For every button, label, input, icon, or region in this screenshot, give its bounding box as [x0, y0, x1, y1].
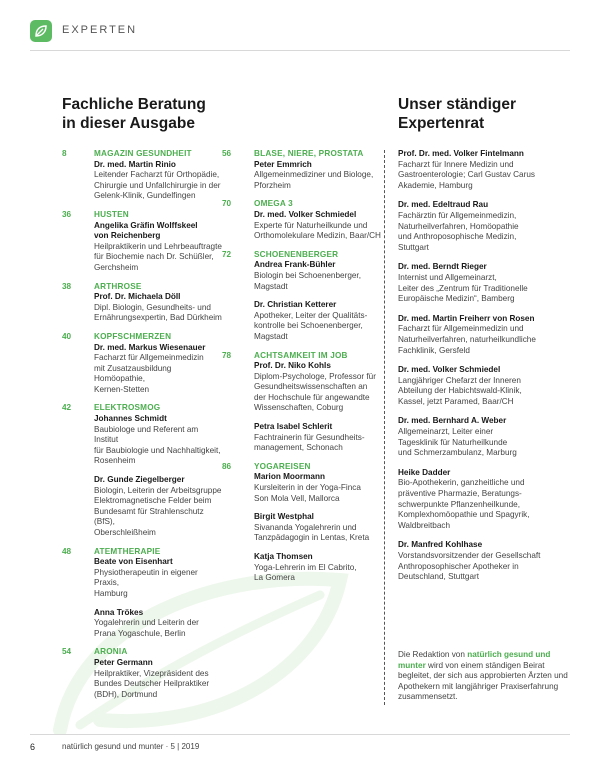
- contributor-name: Dr. med. Volker Schmiedel: [254, 209, 357, 219]
- contributor-description: Ernährungsexpertin, Bad Dürkheim: [94, 313, 222, 323]
- article-page-number: 42: [62, 403, 72, 413]
- article-topic: ARONIA: [94, 647, 128, 657]
- contributor-description: Elektromagnetische Felder beim: [94, 496, 212, 506]
- article-contributor: [222, 422, 382, 454]
- left-heading: Fachliche Beratung in dieser Ausgabe: [62, 96, 206, 132]
- contributor-description: (BDH), Dortmund: [94, 689, 158, 699]
- article-page-number: 70: [222, 199, 232, 209]
- expert-entry: [398, 200, 583, 253]
- article-page-number: 8: [62, 149, 67, 158]
- contributor-description: Dipl. Biologin, Gesundheits- und: [94, 302, 211, 312]
- footer-publication: natürlich gesund und munter · 5 | 2019: [62, 742, 200, 751]
- expert-entry: [398, 540, 583, 582]
- article-entry: [222, 149, 382, 191]
- contributor-name: Andrea Frank-Bühler: [254, 260, 336, 270]
- contributor-name: Dr. Christian Ketterer: [254, 300, 337, 310]
- contributor-name: Johannes Schmidt: [94, 414, 167, 424]
- contributor-description: management, Schonach: [254, 443, 343, 453]
- expert-name: Dr. med. Berndt Rieger: [398, 262, 487, 272]
- contributor-description: für Biochemie nach Dr. Schüßler,: [94, 252, 214, 262]
- article-topic: ACHTSAMKEIT IM JOB: [254, 350, 348, 360]
- article-topic: SCHOENENBERGER: [254, 249, 339, 259]
- article-topic: ELEKTROSMOG: [94, 403, 161, 413]
- article-page-number: 54: [62, 647, 72, 657]
- contributor-description: Physiotherapeutin in eigener Praxis,: [94, 567, 198, 588]
- contributor-name: Angelika Gräfin Wolffskeel: [94, 220, 198, 230]
- expert-description: Kassel, jetzt Paramed, Baar/CH: [398, 396, 514, 406]
- article-entry: [62, 210, 222, 274]
- contributor-name: Prof. Dr. Niko Kohls: [254, 361, 331, 371]
- expert-entry: [398, 314, 583, 356]
- article-entry: [222, 462, 382, 504]
- contributor-description: La Gomera: [254, 573, 295, 583]
- expert-description: Akademie, Hamburg: [398, 180, 473, 190]
- expert-description: schwerpunkte Pflanzenheilkunde,: [398, 499, 520, 509]
- article-page-number: 40: [62, 331, 72, 341]
- article-entry: [62, 547, 222, 600]
- articles-column-2: [222, 149, 382, 592]
- article-page-number: 38: [62, 281, 72, 291]
- expert-description: Abteilung der Habichtswald-Klinik,: [398, 386, 522, 396]
- contributor-description: Gelenk-Klinik, Gundelfingen: [94, 191, 196, 201]
- column-divider: [384, 150, 385, 705]
- article-entry: [62, 403, 222, 467]
- contributor-description: Sivananda Yogalehrerin und: [254, 522, 357, 532]
- article-page-number: 72: [222, 249, 232, 259]
- expert-name: Dr. med. Bernhard A. Weber: [398, 416, 507, 426]
- expert-name: Prof. Dr. med. Volker Fintelmann: [398, 149, 524, 158]
- expert-description: Tagesklinik für Naturheilkunde: [398, 437, 508, 447]
- expert-name: Dr. med. Volker Schmiedel: [398, 365, 501, 375]
- contributor-description: Yogalehrerin und Leiterin der: [94, 618, 199, 628]
- bottom-divider: [30, 734, 570, 735]
- contributor-description: Gesundheitswissenschaften an: [254, 382, 368, 392]
- contributor-description: Magstadt: [254, 281, 288, 291]
- article-contributor: [62, 608, 222, 640]
- contributor-name: Dr. Gunde Ziegelberger: [94, 475, 185, 485]
- expert-description: Facharzt für Innere Medizin und: [398, 159, 514, 169]
- article-topic: HUSTEN: [94, 209, 129, 219]
- contributor-description: der Hochschule für angewandte: [254, 392, 370, 402]
- contributor-description: Prana Yogaschule, Berlin: [94, 628, 186, 638]
- leaf-icon: [30, 20, 52, 42]
- article-page-number: 56: [222, 149, 232, 158]
- expert-entry: [398, 365, 583, 407]
- contributor-description: Heilpraktiker, Vizepräsident des: [94, 668, 209, 678]
- expert-description: Deutschland, Stuttgart: [398, 572, 480, 582]
- contributor-description: Kernen-Stetten: [94, 384, 150, 394]
- contributor-description: Apotheker, Leiter der Qualitäts-: [254, 310, 368, 320]
- article-page-number: 36: [62, 209, 72, 219]
- expert-name: Dr. Manfred Kohlhase: [398, 540, 483, 550]
- article-contributor: [222, 512, 382, 544]
- article-entry: [62, 282, 222, 324]
- articles-column-1: [62, 149, 222, 708]
- contributor-description: Biologin bei Schoenenberger,: [254, 270, 361, 280]
- page-number: 6: [30, 742, 36, 752]
- article-entry: [62, 647, 222, 700]
- top-divider: [30, 50, 570, 51]
- contributor-description: Wissenschaften, Coburg: [254, 403, 344, 413]
- article-topic: MAGAZIN GESUNDHEIT: [94, 149, 192, 158]
- editorial-note: Die Redaktion von natürlich gesund und munter wird von einem ständigen Beirat begleitet, der sich aus approbierten Ärzten und Apothekern mit langjähriger Praxiserfahrung zusammensetzt.: [398, 650, 568, 702]
- contributor-description: Baubiologe und Referent am Institut: [94, 424, 199, 445]
- contributor-description: Heilpraktikerin und Lehrbeauftragte: [94, 241, 222, 251]
- expert-description: Naturheilverfahren, naturheilkundliche: [398, 334, 536, 344]
- expert-description: Vorstandsvorsitzender der Gesellschaft: [398, 551, 541, 560]
- contributor-description: Bundesamt für Strahlenschutz (BfS),: [94, 506, 204, 527]
- right-heading: Unser ständiger Expertenrat: [398, 96, 517, 132]
- contributor-name: Peter Germann: [94, 657, 153, 667]
- contributor-name: Peter Emmrich: [254, 159, 312, 169]
- expert-description: Allgemeinarzt, Leiter einer: [398, 427, 494, 437]
- expert-description: Anthroposophischer Apotheker in: [398, 561, 519, 571]
- expert-description: Fachklinik, Gersfeld: [398, 345, 470, 355]
- expert-description: und Schmerzambulanz, Marburg: [398, 448, 517, 458]
- article-topic: BLASE, NIERE, PROSTATA: [254, 149, 364, 158]
- contributor-name: Beate von Eisenhart: [94, 557, 173, 567]
- article-entry: [62, 332, 222, 396]
- contributor-name-cont: von Reichenberg: [94, 231, 161, 241]
- article-topic: OMEGA 3: [254, 199, 293, 209]
- expert-description: präventive Pharmazie, Beratungs-: [398, 489, 522, 499]
- article-contributor: [222, 300, 382, 342]
- article-topic: ATEMTHERAPIE: [94, 546, 161, 556]
- contributor-description: Experte für Naturheilkunde und: [254, 220, 368, 230]
- contributor-description: Rosenheim: [94, 456, 136, 466]
- expert-description: Waldbreitbach: [398, 520, 451, 530]
- contributor-name: Katja Thomsen: [254, 552, 313, 561]
- contributor-description: Kursleiterin in der Yoga-Finca: [254, 483, 361, 493]
- expert-name: Dr. med. Edeltraud Rau: [398, 200, 489, 210]
- contributor-description: Hamburg: [94, 588, 128, 598]
- expert-name: Heike Dadder: [398, 467, 451, 477]
- contributor-description: Orthomolekulare Medizin, Baar/CH: [254, 231, 381, 241]
- contributor-description: Biologin, Leiterin der Arbeitsgruppe: [94, 485, 222, 495]
- contributor-name: Dr. med. Markus Wiesenauer: [94, 342, 206, 352]
- contributor-name: Dr. med. Martin Rinio: [94, 159, 176, 169]
- article-topic: ARTHROSE: [94, 281, 142, 291]
- article-topic: YOGAREISEN: [254, 461, 311, 471]
- contributor-description: Allgemeinmediziner und Biologe,: [254, 170, 374, 180]
- expert-council-list: [398, 149, 583, 592]
- article-entry: [222, 199, 382, 241]
- expert-entry: [398, 416, 583, 458]
- contributor-name: Marion Moormann: [254, 472, 325, 482]
- expert-entry: [398, 468, 583, 532]
- article-contributor: [222, 552, 382, 584]
- expert-entry: [398, 149, 583, 191]
- expert-description: Facharzt für Allgemeinmedizin und: [398, 324, 524, 334]
- article-page-number: 78: [222, 350, 232, 360]
- expert-description: Fachärztin für Allgemeinmedizin,: [398, 210, 517, 220]
- section-header: [30, 20, 570, 42]
- contributor-description: Yoga-Lehrerin im El Cabrito,: [254, 562, 357, 572]
- expert-description: Europäische Medizin“, Bamberg: [398, 294, 515, 304]
- article-entry: [222, 250, 382, 292]
- contributor-description: Fachtrainerin für Gesundheits-: [254, 432, 365, 442]
- article-page-number: 48: [62, 546, 72, 556]
- contributor-description: Son Mola Vell, Mallorca: [254, 493, 340, 503]
- contributor-description: Gerchsheim: [94, 262, 139, 272]
- contributor-description: Magstadt: [254, 331, 288, 341]
- contributor-description: Diplom-Psychologe, Professor für: [254, 371, 376, 381]
- article-entry: [62, 149, 222, 202]
- contributor-description: Facharzt für Allgemeinmedizin: [94, 353, 204, 363]
- contributor-description: Leitender Facharzt für Orthopädie,: [94, 170, 220, 180]
- expert-description: Internist und Allgemeinarzt,: [398, 272, 497, 282]
- contributor-description: mit Zusatzausbildung Homöopathie,: [94, 363, 172, 384]
- contributor-description: kontrolle bei Schoenenberger,: [254, 321, 363, 331]
- expert-description: und Anthroposophische Medizin,: [398, 232, 517, 242]
- expert-name: Dr. med. Martin Freiherr von Rosen: [398, 313, 535, 323]
- contributor-name: Petra Isabel Schlerit: [254, 422, 333, 432]
- expert-entry: [398, 262, 583, 304]
- expert-description: Stuttgart: [398, 242, 429, 252]
- expert-description: Komplexhomöopathie und Spagyrik,: [398, 510, 530, 520]
- article-entry: [222, 351, 382, 415]
- contributor-name: Anna Trökes: [94, 607, 144, 617]
- contributor-description: Oberschleißheim: [94, 528, 156, 537]
- expert-description: Naturheilverfahren, Homöopathie: [398, 221, 519, 231]
- contributor-description: Tanzpädagogin in Lentas, Kreta: [254, 533, 370, 543]
- contributor-name: Prof. Dr. Michaela Döll: [94, 292, 181, 302]
- contributor-description: Chirurgie und Unfallchirurgie in der: [94, 180, 221, 190]
- expert-description: Bio-Apothekerin, ganzheitliche und: [398, 478, 525, 488]
- article-contributor: [62, 475, 222, 539]
- contributor-description: Bundes Deutscher Heilpraktiker: [94, 679, 210, 689]
- contributor-description: für Baubiologie und Nachhaltigkeit,: [94, 445, 221, 455]
- expert-description: Gastroenterologie; Carl Gustav Carus: [398, 170, 535, 180]
- expert-description: Leiter des „Zentrum für Traditionelle: [398, 283, 528, 293]
- contributor-name: Birgit Westphal: [254, 512, 314, 522]
- section-label: EXPERTEN: [62, 24, 138, 36]
- article-topic: KOPFSCHMERZEN: [94, 331, 172, 341]
- article-page-number: 86: [222, 461, 232, 471]
- expert-description: Langjähriger Chefarzt der Inneren: [398, 375, 521, 385]
- contributor-description: Pforzheim: [254, 180, 291, 190]
